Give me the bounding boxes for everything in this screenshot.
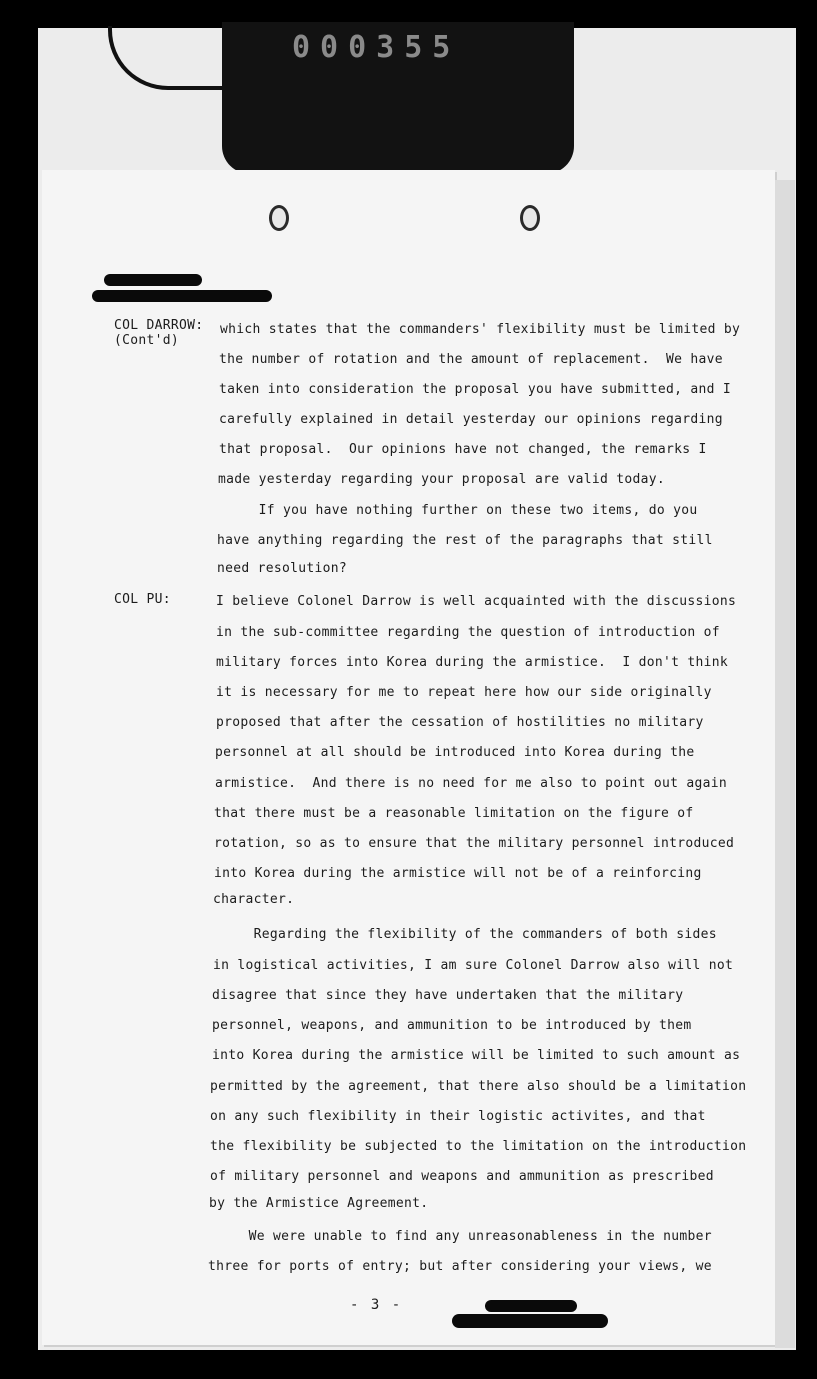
- speaker-col-darrow: COL DARROW: (Cont'd): [114, 318, 204, 348]
- text-line: personnel, weapons, and ammunition to be introduced by them: [212, 1018, 692, 1033]
- text-line: taken into consideration the proposal you have submitted, and I: [219, 382, 731, 397]
- text-line: character.: [213, 892, 295, 907]
- text-line: If you have nothing further on these two items, do you: [218, 503, 698, 518]
- text-line: We were unable to find any unreasonableness in the number: [208, 1229, 712, 1244]
- text-line: proposed that after the cessation of hostilities no military: [216, 715, 704, 730]
- text-line: disagree that since they have undertaken that the military: [212, 988, 684, 1003]
- clip-stamp: 000355: [292, 30, 461, 65]
- text-line: the flexibility be subjected to the limitation on the introduction: [210, 1139, 747, 1154]
- text-line: carefully explained in detail yesterday our opinions regarding: [219, 412, 723, 427]
- text-line: rotation, so as to ensure that the military personnel introduced: [214, 836, 735, 851]
- text-line: in the sub-committee regarding the question of introduction of: [216, 625, 720, 640]
- text-line: made yesterday regarding your proposal are valid today.: [218, 472, 665, 487]
- text-line: that proposal. Our opinions have not changed, the remarks I: [219, 442, 707, 457]
- text-line: in logistical activities, I am sure Colonel Darrow also will not: [213, 958, 734, 973]
- text-line: need resolution?: [217, 561, 348, 576]
- text-line: by the Armistice Agreement.: [209, 1196, 429, 1211]
- text-line: on any such flexibility in their logistic activites, and that: [210, 1109, 706, 1124]
- text-line: I believe Colonel Darrow is well acquainted with the discussions: [216, 594, 737, 609]
- text-line: permitted by the agreement, that there also should be a limitation: [210, 1079, 747, 1094]
- text-line: three for ports of entry; but after considering your views, we: [208, 1259, 712, 1274]
- speaker-col-pu: COL PU:: [114, 592, 171, 607]
- text-line: which states that the commanders' flexibility must be limited by: [220, 322, 741, 337]
- text-line: armistice. And there is no need for me also to point out again: [215, 776, 727, 791]
- text-line: into Korea during the armistice will be limited to such amount as: [212, 1048, 741, 1063]
- text-line: the number of rotation and the amount of replacement. We have: [219, 352, 723, 367]
- text-line: Regarding the flexibility of the commanders of both sides: [213, 927, 717, 942]
- text-line: of military personnel and weapons and ammunition as prescribed: [210, 1169, 714, 1184]
- page-number: - 3 -: [350, 1297, 403, 1313]
- text-line: it is necessary for me to repeat here how our side originally: [216, 685, 712, 700]
- text-line: military forces into Korea during the armistice. I don't think: [216, 655, 728, 670]
- text-line: into Korea during the armistice will not be of a reinforcing: [214, 866, 702, 881]
- text-line: have anything regarding the rest of the paragraphs that still: [217, 533, 713, 548]
- text-line: personnel at all should be introduced into Korea during the: [215, 745, 695, 760]
- text-line: that there must be a reasonable limitation on the figure of: [214, 806, 694, 821]
